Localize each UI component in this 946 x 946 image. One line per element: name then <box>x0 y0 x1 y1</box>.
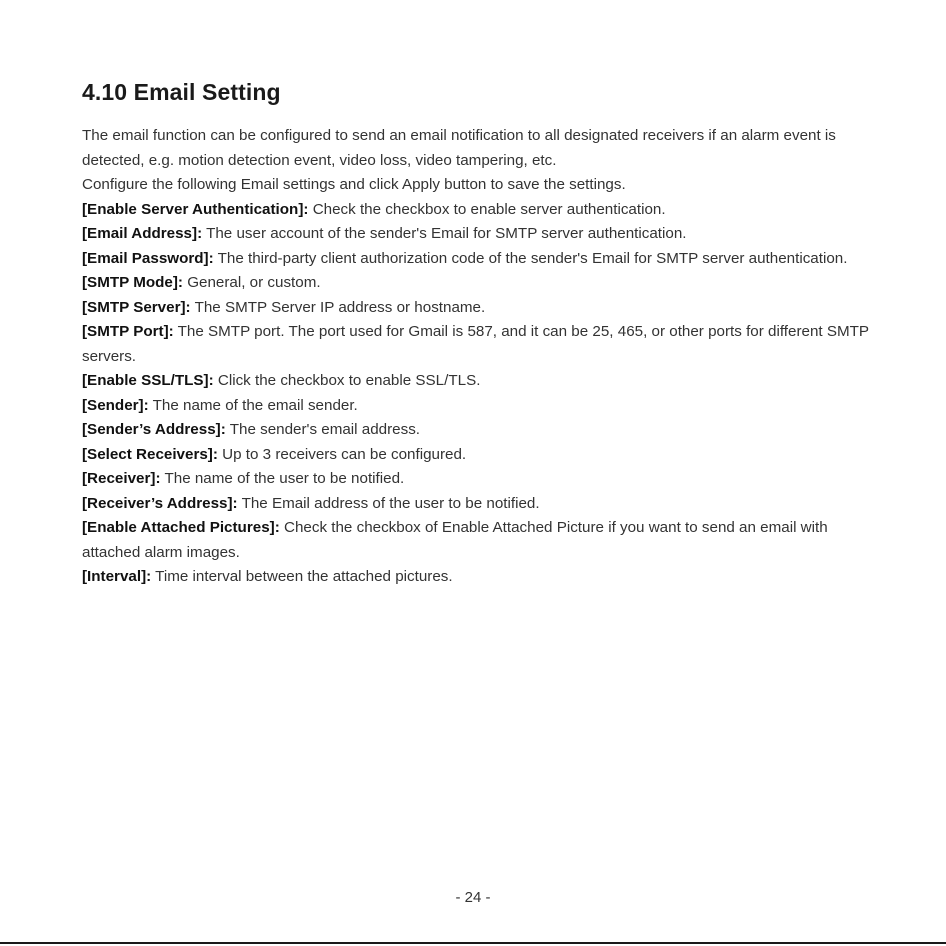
definition-description: General, or custom. <box>187 274 321 291</box>
definition-description: The SMTP Server IP address or hostname. <box>194 298 486 316</box>
definition-item <box>82 271 872 296</box>
definition-item <box>82 320 872 369</box>
definition-term: [Receiver’s Address]: <box>82 494 238 512</box>
definition-term: [SMTP Server]: <box>82 298 191 316</box>
definition-item <box>82 296 872 321</box>
definition-description: The sender's email address. <box>229 421 421 438</box>
definition-description: The name of the email sender. <box>152 396 358 414</box>
section-body <box>82 124 872 590</box>
definition-term: [Enable Attached Pictures]: <box>82 519 280 536</box>
definition-item <box>82 394 872 419</box>
page-bottom-rule <box>0 942 946 944</box>
definition-item <box>82 467 872 492</box>
definition-item <box>82 565 872 590</box>
definition-description: The name of the user to be notified. <box>164 470 405 487</box>
definition-term: [SMTP Port]: <box>82 323 174 340</box>
definition-item <box>82 222 872 247</box>
definition-term: [Enable Server Authentication]: <box>82 200 309 218</box>
definition-description: The third-party client authorization code of the sender's Email for SMTP server authentication. <box>217 249 848 267</box>
document-page <box>82 77 872 590</box>
definition-item <box>82 198 872 223</box>
definition-term: [Sender]: <box>82 396 149 414</box>
definition-description: Time interval between the attached pictures. <box>155 568 453 585</box>
intro-paragraph: Configure the following Email settings and click Apply button to save the settings. <box>82 176 626 193</box>
definition-description: Click the checkbox to enable SSL/TLS. <box>217 372 481 389</box>
definition-item <box>82 516 872 565</box>
definition-term: [Receiver]: <box>82 470 161 487</box>
page-number: - 24 - <box>455 889 491 906</box>
definition-term: [Email Address]: <box>82 225 203 242</box>
definition-description: The Email address of the user to be notified. <box>241 494 540 512</box>
definition-description: Check the checkbox of Enable Attached Picture if you want to send an email with attached alarm images. <box>82 519 828 561</box>
definition-description: The SMTP port. The port used for Gmail is 587, and it can be 25, 465, or other ports for different SMTP servers. <box>82 323 869 365</box>
definition-term: [Interval]: <box>82 568 152 585</box>
definition-term: [Select Receivers]: <box>82 445 218 463</box>
definition-description: Check the checkbox to enable server authentication. <box>312 200 666 218</box>
definition-item <box>82 418 872 443</box>
intro-paragraph: The email function can be configured to send an email notification to all designated receivers if an alarm event is detected, e.g. motion detection event, video loss, video tampering, etc. <box>82 127 836 169</box>
section-heading: 4.10 Email Setting <box>82 79 281 105</box>
definition-term: [Sender’s Address]: <box>82 421 226 438</box>
definition-item <box>82 492 872 517</box>
definition-description: Up to 3 receivers can be configured. <box>222 445 467 463</box>
definition-term: [Enable SSL/TLS]: <box>82 372 214 389</box>
definition-term: [Email Password]: <box>82 249 214 267</box>
definition-item <box>82 443 872 468</box>
definition-item <box>82 247 872 272</box>
definition-description: The user account of the sender's Email for SMTP server authentication. <box>206 225 687 242</box>
definition-item <box>82 369 872 394</box>
definition-term: [SMTP Mode]: <box>82 274 183 291</box>
